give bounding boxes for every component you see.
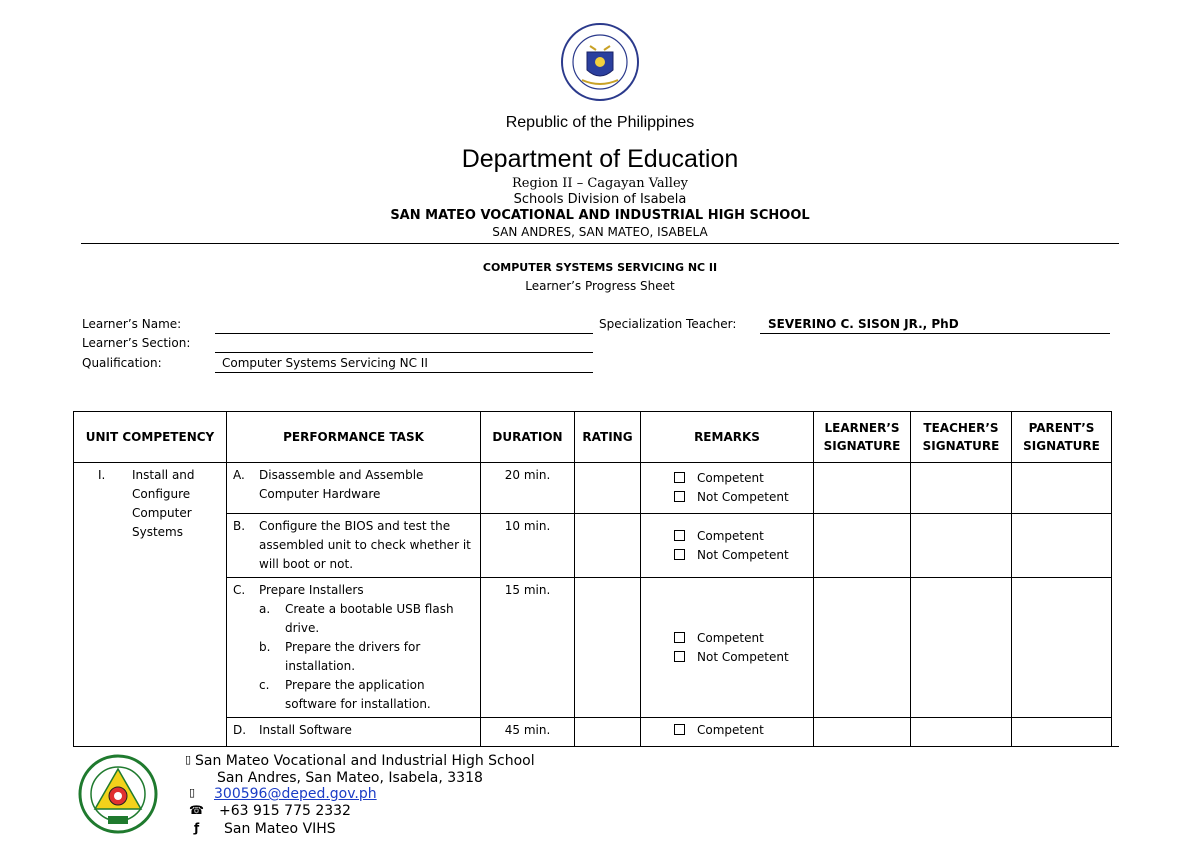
unit-name: Install and Configure Computer Systems (132, 468, 195, 539)
footer-divider (81, 746, 1119, 747)
not-competent-label: Not Competent (697, 547, 789, 562)
duration-cell (481, 463, 575, 514)
remarks-cell (641, 463, 814, 514)
remarks-cell (641, 718, 814, 747)
footer-phone-line (189, 803, 351, 819)
task-cell (227, 578, 481, 718)
qualification-field (215, 372, 593, 373)
header-duration: DURATION (481, 412, 575, 463)
not-competent-checkbox[interactable] (674, 549, 685, 560)
header-performance-task: PERFORMANCE TASK (227, 412, 481, 463)
task-key: B. (233, 519, 246, 533)
duration-value: 45 min. (504, 723, 551, 737)
form-title: COMPUTER SYSTEMS SERVICING NC II (482, 261, 718, 274)
learner-section-field[interactable] (215, 352, 593, 353)
not-competent-label: Not Competent (697, 490, 789, 504)
remarks-cell (641, 578, 814, 718)
phone-icon: ☎ (189, 803, 204, 817)
qualification-value: Computer Systems Servicing NC II (222, 356, 428, 370)
subtask-key: c. (259, 678, 270, 692)
header-learner-signature: LEARNER’S SIGNATURE (814, 412, 911, 463)
duration-value: 20 min. (504, 468, 551, 482)
learner-signature-cell[interactable] (814, 463, 911, 514)
teacher-signature-cell[interactable] (911, 463, 1012, 514)
rating-cell[interactable] (575, 578, 641, 718)
task-text: Disassemble and Assemble Computer Hardware (259, 468, 424, 501)
duration-cell (481, 718, 575, 747)
learner-name-label: Learner’s Name: (82, 317, 182, 331)
competent-label: Competent (697, 723, 764, 737)
footer-school-line (185, 753, 535, 769)
footer-email-line (189, 786, 377, 802)
competent-checkbox[interactable] (674, 724, 685, 735)
teacher-signature-cell[interactable] (911, 718, 1012, 747)
not-competent-label: Not Competent (697, 649, 789, 664)
facebook-icon: ƒ (194, 821, 200, 835)
school-address: SAN ANDRES, SAN MATEO, ISABELA (492, 225, 708, 239)
rating-cell[interactable] (575, 718, 641, 747)
footer-school-name: San Mateo Vocational and Industrial High School (195, 753, 535, 769)
email-icon: ▯ (189, 786, 196, 799)
subtask-text: Prepare the application software for installation. (285, 678, 431, 711)
task-cell (227, 718, 481, 747)
competent-label: Competent (697, 630, 764, 645)
footer-facebook: San Mateo VIHS (224, 821, 336, 837)
division-name: Schools Division of Isabela (513, 192, 687, 207)
table-row (74, 578, 1112, 718)
competent-checkbox[interactable] (674, 472, 685, 483)
deped-seal (560, 22, 640, 102)
remarks-cell (641, 514, 814, 578)
competent-label: Competent (697, 471, 764, 485)
footer-address: San Andres, San Mateo, Isabela, 3318 (217, 770, 483, 786)
header-rating: RATING (575, 412, 641, 463)
duration-cell (481, 578, 575, 718)
duration-cell (481, 514, 575, 578)
task-text: Prepare Installers (259, 583, 364, 597)
teacher-signature-cell[interactable] (911, 514, 1012, 578)
header-parent-signature: PARENT’S SIGNATURE (1012, 412, 1112, 463)
learner-signature-cell[interactable] (814, 718, 911, 747)
duration-value: 15 min. (504, 583, 551, 597)
footer-facebook-line (194, 821, 336, 837)
region-name: Region II – Cagayan Valley (512, 176, 688, 191)
subtask-text: Prepare the drivers for installation. (285, 640, 421, 673)
competent-label: Competent (697, 528, 764, 543)
teacher-value: SEVERINO C. SISON JR., PhD (768, 317, 959, 331)
unit-number: I. (98, 468, 106, 482)
header-divider (81, 243, 1119, 244)
duration-value: 10 min. (504, 519, 551, 533)
country-name: Republic of the Philippines (505, 114, 695, 131)
task-cell (227, 463, 481, 514)
unit-competency-cell (74, 463, 227, 747)
header-remarks: REMARKS (641, 412, 814, 463)
competent-checkbox[interactable] (674, 632, 685, 643)
task-key: A. (233, 468, 245, 482)
teacher-field (760, 333, 1110, 334)
header-teacher-signature: TEACHER’S SIGNATURE (911, 412, 1012, 463)
rating-cell[interactable] (575, 463, 641, 514)
table-header-row (74, 412, 1112, 463)
qualification-label: Qualification: (82, 356, 162, 370)
task-key: D. (233, 723, 247, 737)
header-unit-competency: UNIT COMPETENCY (74, 412, 227, 463)
parent-signature-cell[interactable] (1012, 463, 1112, 514)
task-text: Configure the BIOS and test the assembled unit to check whether it will boot or not. (259, 519, 471, 571)
building-icon: ▯ (185, 753, 192, 766)
subtask-key: b. (259, 640, 271, 654)
table-row (74, 514, 1112, 578)
learner-section-label: Learner’s Section: (82, 336, 191, 350)
school-name: SAN MATEO VOCATIONAL AND INDUSTRIAL HIGH SCHOOL (390, 208, 810, 223)
subtask-text: Create a bootable USB flash drive. (285, 602, 454, 635)
parent-signature-cell[interactable] (1012, 718, 1112, 747)
learner-name-field[interactable] (215, 333, 593, 334)
school-logo (78, 754, 158, 834)
task-key: C. (233, 583, 246, 597)
teacher-label: Specialization Teacher: (599, 317, 737, 331)
subtask-key: a. (259, 602, 271, 616)
department-name: Department of Education (461, 145, 739, 173)
not-competent-checkbox[interactable] (674, 651, 685, 662)
progress-table (73, 411, 1112, 747)
task-cell (227, 514, 481, 578)
parent-signature-cell[interactable] (1012, 578, 1112, 718)
footer-email-link[interactable]: 300596@deped.gov.ph (214, 786, 377, 802)
teacher-signature-cell[interactable] (911, 578, 1012, 718)
table-row (74, 718, 1112, 747)
form-subtitle: Learner’s Progress Sheet (525, 279, 675, 293)
footer-phone: +63 915 775 2332 (219, 803, 351, 819)
competent-checkbox[interactable] (674, 530, 685, 541)
task-text: Install Software (259, 723, 352, 737)
rating-cell[interactable] (575, 514, 641, 578)
parent-signature-cell[interactable] (1012, 514, 1112, 578)
learner-signature-cell[interactable] (814, 514, 911, 578)
not-competent-checkbox[interactable] (674, 491, 685, 502)
table-row (74, 463, 1112, 514)
learner-signature-cell[interactable] (814, 578, 911, 718)
